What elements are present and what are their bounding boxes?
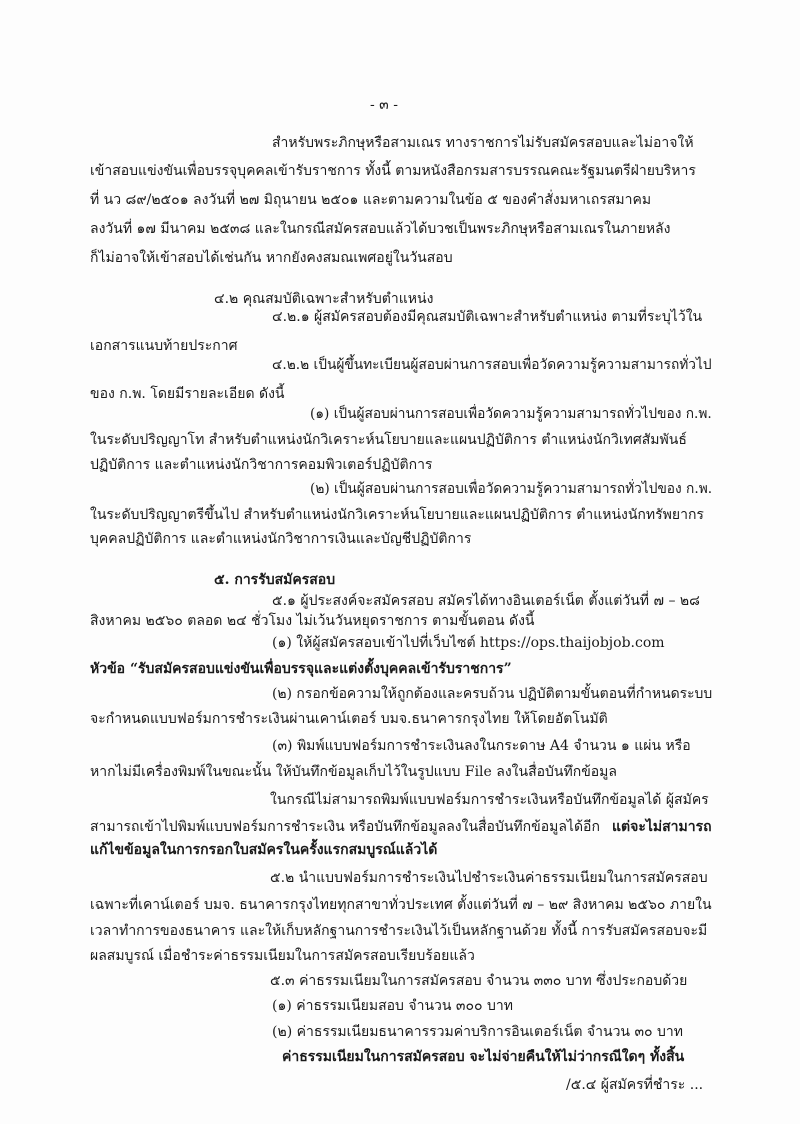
para-line: ๕.๑ ผู้ประสงค์จะสมัครสอบ สมัครได้ทางอินเตอร์เน็ต ตั้งแต่วันที่ ๗ – ๒๘ bbox=[272, 593, 700, 609]
para-line: (๓) พิมพ์แบบฟอร์มการชำระเงินลงในกระดาษ A4 จำนวน ๑ แผ่น หรือ bbox=[272, 738, 691, 754]
para-line: จะกำหนดแบบฟอร์มการชำระเงินผ่านเคาน์เตอร์ บมจ.ธนาคารกรุงไทย ให้โดยอัตโนมัติ bbox=[90, 711, 608, 727]
para-line: ๔.๒.๑ ผู้สมัครสอบต้องมีคุณสมบัติเฉพาะสำหรับตำแหน่ง ตามที่ระบุไว้ใน bbox=[272, 309, 703, 325]
para-line: ลงวันที่ ๑๗ มีนาคม ๒๕๓๘ และในกรณีสมัครสอบแล้วได้บวชเป็นพระภิกษุหรือสามเณรในภายหลัง bbox=[90, 221, 671, 237]
para-line: (๑) ค่าธรรมเนียมสอบ จำนวน ๓๐๐ บาท bbox=[272, 998, 513, 1014]
para-line-bold: ค่าธรรมเนียมในการสมัครสอบ จะไม่จ่ายคืนให้ไม่ว่ากรณีใดๆ ทั้งสิ้น bbox=[282, 1049, 685, 1065]
para-line: บุคคลปฏิบัติการ และตำแหน่งนักวิชาการเงินและบัญชีปฏิบัติการ bbox=[90, 531, 472, 547]
para-line: (๑) ให้ผู้สมัครสอบเข้าไปที่เว็บไซต์ https://ops.thaijobjob.com bbox=[272, 635, 665, 651]
para-line: ที่ นว ๘๙/๒๕๐๑ ลงวันที่ ๒๗ มิถุนายน ๒๕๐๑ และตามความในข้อ ๕ ของคำสั่งมหาเถรสมาคม bbox=[90, 192, 652, 208]
para-line-bold: แก้ไขข้อมูลในการกรอกใบสมัครในครั้งแรกสมบูรณ์แล้วได้ bbox=[90, 842, 438, 858]
para-line-bold: แต่จะไม่สามารถ bbox=[612, 819, 712, 835]
para-line: ผลสมบูรณ์ เมื่อชำระค่าธรรมเนียมในการสมัครสอบเรียบร้อยแล้ว bbox=[90, 948, 475, 964]
para-line: (๑) เป็นผู้สอบผ่านการสอบเพื่อวัดความรู้ความสามารถทั่วไปของ ก.พ. bbox=[310, 406, 712, 422]
para-line: ในกรณีไม่สามารถพิมพ์แบบฟอร์มการชำระเงินหรือบันทึกข้อมูลได้ ผู้สมัคร bbox=[270, 792, 709, 808]
para-line: หากไม่มีเครื่องพิมพ์ในขณะนั้น ให้บันทึกข้อมูลเก็บไว้ในรูปแบบ File ลงในสื่อบันทึกข้อมูล bbox=[90, 764, 617, 780]
para-line: สิงหาคม ๒๕๖๐ ตลอด ๒๔ ชั่วโมง ไม่เว้นวันหยุดราชการ ตามขั้นตอน ดังนี้ bbox=[90, 613, 535, 629]
para-line: ๕.๒ นำแบบฟอร์มการชำระเงินไปชำระเงินค่าธรรมเนียมในการสมัครสอบ bbox=[270, 870, 708, 886]
para-line: (๒) กรอกข้อความให้ถูกต้องและครบถ้วน ปฏิบัติตามขั้นตอนที่กำหนดระบบ bbox=[272, 686, 713, 702]
para-line: เฉพาะที่เคาน์เตอร์ บมจ. ธนาคารกรุงไทยทุกสาขาทั่วประเทศ ตั้งแต่วันที่ ๗ – ๒๙ สิงหาคม ๒๕๖๐ ภายใน bbox=[90, 897, 712, 913]
para-line: (๒) เป็นผู้สอบผ่านการสอบเพื่อวัดความรู้ความสามารถทั่วไปของ ก.พ. bbox=[310, 481, 713, 497]
para-line: ในระดับปริญญาโท สำหรับตำแหน่งนักวิเคราะห์นโยบายและแผนปฏิบัติการ ตำแหน่งนักวิเทศสัมพันธ์ bbox=[90, 432, 687, 448]
para-line: เข้าสอบแข่งขันเพื่อบรรจุบุคคลเข้ารับราชการ ทั้งนี้ ตามหนังสือกรมสารบรรณคณะรัฐมนตรีฝ่ายบริหาร bbox=[90, 163, 696, 179]
para-line: (๒) ค่าธรรมเนียมธนาคารรวมค่าบริการอินเตอร์เน็ต จำนวน ๓๐ บาท bbox=[272, 1024, 683, 1040]
page-number: - ๓ - bbox=[370, 97, 398, 113]
para-line: สามารถเข้าไปพิมพ์แบบฟอร์มการชำระเงิน หรือบันทึกข้อมูลลงในสื่อบันทึกข้อมูลได้อีก bbox=[90, 819, 600, 835]
para-line: ๔.๒.๒ เป็นผู้ขึ้นทะเบียนผู้สอบผ่านการสอบเพื่อวัดความรู้ความสามารถทั่วไป bbox=[272, 357, 712, 373]
para-line: สำหรับพระภิกษุหรือสามเณร ทางราชการไม่รับสมัครสอบและไม่อาจให้ bbox=[272, 135, 694, 151]
para-line: เอกสารแนบท้ายประกาศ bbox=[90, 338, 238, 354]
para-line: เวลาทำการของธนาคาร และให้เก็บหลักฐานการชำระเงินไว้เป็นหลักฐานด้วย ทั้งนี้ การรับสมัครสอบจะมี bbox=[90, 923, 708, 939]
para-line: ก็ไม่อาจให้เข้าสอบได้เช่นกัน หากยังคงสมณเพศอยู่ในวันสอบ bbox=[90, 250, 453, 266]
para-line: หัวข้อ “รับสมัครสอบแข่งขันเพื่อบรรจุและแต่งตั้งบุคคลเข้ารับราชการ” bbox=[90, 661, 512, 677]
section-heading: ๕. การรับสมัครสอบ bbox=[214, 572, 336, 588]
para-line: ปฏิบัติการ และตำแหน่งนักวิชาการคอมพิวเตอร์ปฏิบัติการ bbox=[90, 457, 433, 473]
subsection-heading: ๔.๒ คุณสมบัติเฉพาะสำหรับตำแหน่ง bbox=[214, 291, 434, 307]
continuation-marker: /๕.๔ ผู้สมัครที่ชำระ ... bbox=[566, 1077, 704, 1093]
para-line: ๕.๓ ค่าธรรมเนียมในการสมัครสอบ จำนวน ๓๓๐ บาท ซึ่งประกอบด้วย bbox=[270, 973, 688, 989]
para-line: ในระดับปริญญาตรีขึ้นไป สำหรับตำแหน่งนักวิเคราะห์นโยบายและแผนปฏิบัติการ ตำแหน่งนักทรัพยากร bbox=[90, 507, 704, 523]
para-line: ของ ก.พ. โดยมีรายละเอียด ดังนี้ bbox=[90, 386, 285, 402]
